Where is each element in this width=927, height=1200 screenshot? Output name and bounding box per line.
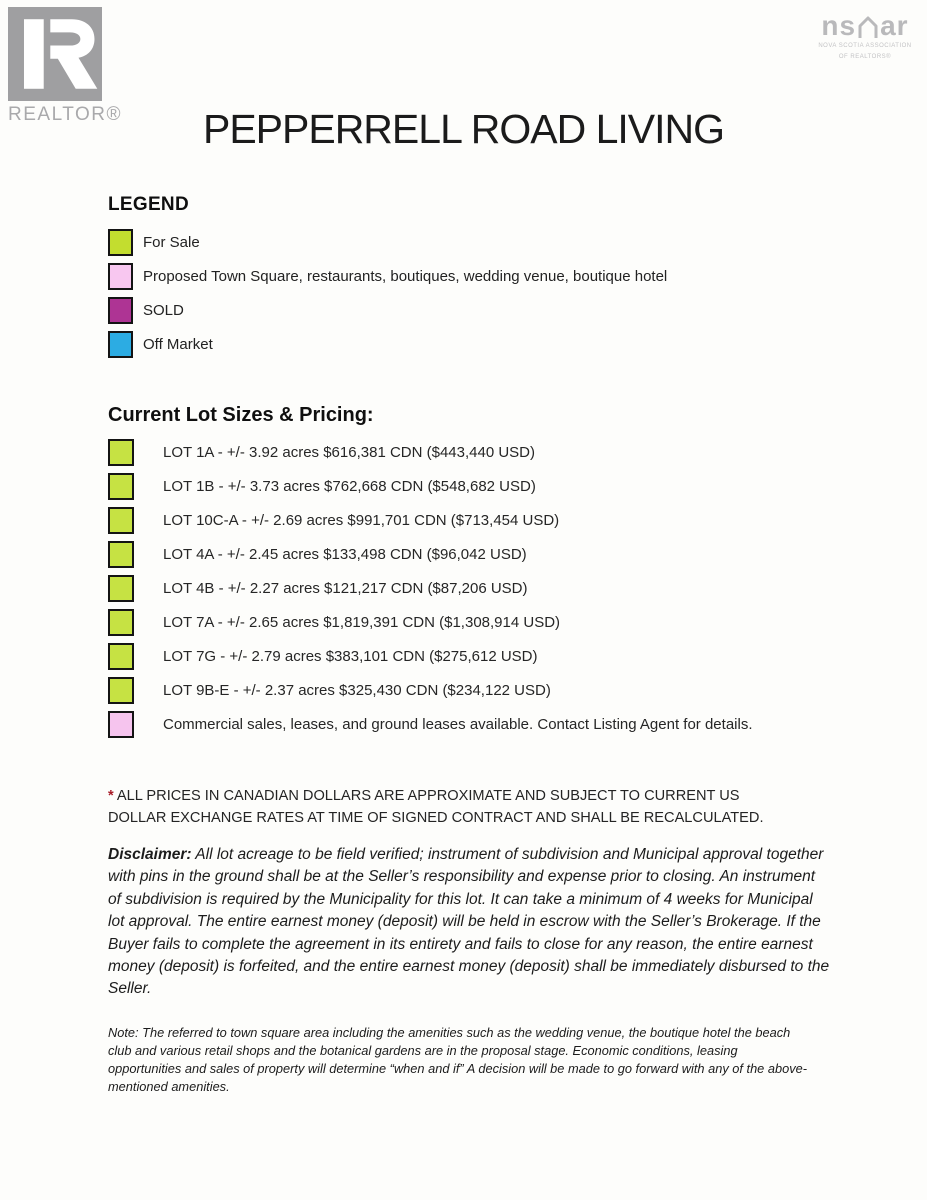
price-disclaimer <box>108 786 800 829</box>
pricing-heading: Current Lot Sizes & Pricing: <box>108 404 374 426</box>
pricing-item-label: LOT 7G - +/- 2.79 acres $383,101 CDN ($275,612 USD) <box>163 647 538 665</box>
pricing-item-label: LOT 9B-E - +/- 2.37 acres $325,430 CDN ($234,122 USD) <box>163 681 551 699</box>
pricing-item <box>108 537 753 571</box>
lot-color-swatch <box>108 507 134 534</box>
nsar-logo <box>815 12 915 62</box>
nsar-wordmark-left: ns <box>821 10 857 41</box>
pricing-item-label: LOT 4B - +/- 2.27 acres $121,217 CDN ($87,206 USD) <box>163 579 528 597</box>
legend-color-swatch <box>108 229 133 256</box>
legend-item-label: Proposed Town Square, restaurants, boutiques, wedding venue, boutique hotel <box>143 267 668 285</box>
notices-section <box>108 786 830 1096</box>
pricing-item <box>108 673 753 707</box>
lot-color-swatch <box>108 473 134 500</box>
pricing-item-label: LOT 4A - +/- 2.45 acres $133,498 CDN ($96,042 USD) <box>163 545 527 563</box>
nsar-wordmark-right: ar <box>880 10 909 41</box>
lot-color-swatch <box>108 711 134 738</box>
pricing-item <box>108 469 753 503</box>
disclaimer-body: All lot acreage to be field verified; instrument of subdivision and Municipal approval together with pins in the ground shall be at the Seller’s responsibility and expense prior to closing. An instrument of subdivision is required by the Municipality for this lot. It can take a minimum of 4 weeks for Municipal lot approval. The entire earnest money (deposit) will be held in escrow with the Seller’s Brokerage. If the Buyer fails to complete the agreement in its entirety and fails to close for any reason, the entire earnest money (deposit) is forfeited, and the entire earnest money (deposit) shall be immediately disbursed to the Seller. <box>108 846 830 998</box>
legend-item <box>108 225 667 259</box>
house-icon <box>857 15 879 39</box>
nsar-subtitle-line1: NOVA SCOTIA ASSOCIATION <box>818 43 912 49</box>
legend-color-swatch <box>108 297 133 324</box>
pricing-item-label: LOT 1A - +/- 3.92 acres $616,381 CDN ($443,440 USD) <box>163 443 536 461</box>
lot-color-swatch <box>108 677 134 704</box>
pricing-item <box>108 605 753 639</box>
legend-item-label: SOLD <box>143 301 184 319</box>
lot-color-swatch <box>108 643 134 670</box>
footnote: Note: The referred to town square area including the amenities such as the wedding venue, the boutique hotel the beach club and various retail shops and the botanical gardens are in the proposal stage. Economic conditions, leasing opportunities and sales of property will determine “when and if” A decision will be made to go forward with any of the above-mentioned amenities. <box>108 1024 807 1094</box>
legend-color-swatch <box>108 331 133 358</box>
legal-disclaimer <box>108 844 830 1001</box>
nsar-subtitle-line2: OF REALTORS® <box>838 54 892 60</box>
legend-color-swatch <box>108 263 133 290</box>
legend-list <box>108 225 667 361</box>
legend-section <box>108 194 667 361</box>
pricing-item <box>108 707 753 741</box>
legend-item <box>108 259 667 293</box>
lot-color-swatch <box>108 439 134 466</box>
lot-color-swatch <box>108 609 134 636</box>
legend-item <box>108 293 667 327</box>
legend-heading: LEGEND <box>108 194 189 215</box>
disclaimer-label: Disclaimer: <box>108 846 192 863</box>
lot-color-swatch <box>108 575 134 602</box>
pricing-item-label: LOT 7A - +/- 2.65 acres $1,819,391 CDN ($1,308,914 USD) <box>163 613 561 631</box>
pricing-item <box>108 435 753 469</box>
price-disclaimer-text: ALL PRICES IN CANADIAN DOLLARS ARE APPROXIMATE AND SUBJECT TO CURRENT US DOLLAR EXCHANGE RATES AT TIME OF SIGNED CONTRACT AND SHALL BE RECALCULATED. <box>108 788 764 826</box>
pricing-item <box>108 571 753 605</box>
asterisk: * <box>108 788 114 804</box>
pricing-list <box>108 435 753 741</box>
pricing-section <box>108 404 753 741</box>
lot-color-swatch <box>108 541 134 568</box>
legend-item-label: For Sale <box>143 233 200 251</box>
legend-item <box>108 327 667 361</box>
legend-item-label: Off Market <box>143 335 213 353</box>
realtor-r-icon <box>8 7 102 101</box>
pricing-item-label: Commercial sales, leases, and ground leases available. Contact Listing Agent for details. <box>163 715 753 733</box>
nsar-wordmark <box>815 12 915 40</box>
pricing-item <box>108 503 753 537</box>
pricing-item-label: LOT 1B - +/- 3.73 acres $762,668 CDN ($548,682 USD) <box>163 477 536 495</box>
page-title: PEPPERRELL ROAD LIVING <box>202 106 725 152</box>
realtor-logo-label: REALTOR® <box>8 104 122 125</box>
pricing-item-label: LOT 10C-A - +/- 2.69 acres $991,701 CDN ($713,454 USD) <box>163 511 560 529</box>
pricing-item <box>108 639 753 673</box>
